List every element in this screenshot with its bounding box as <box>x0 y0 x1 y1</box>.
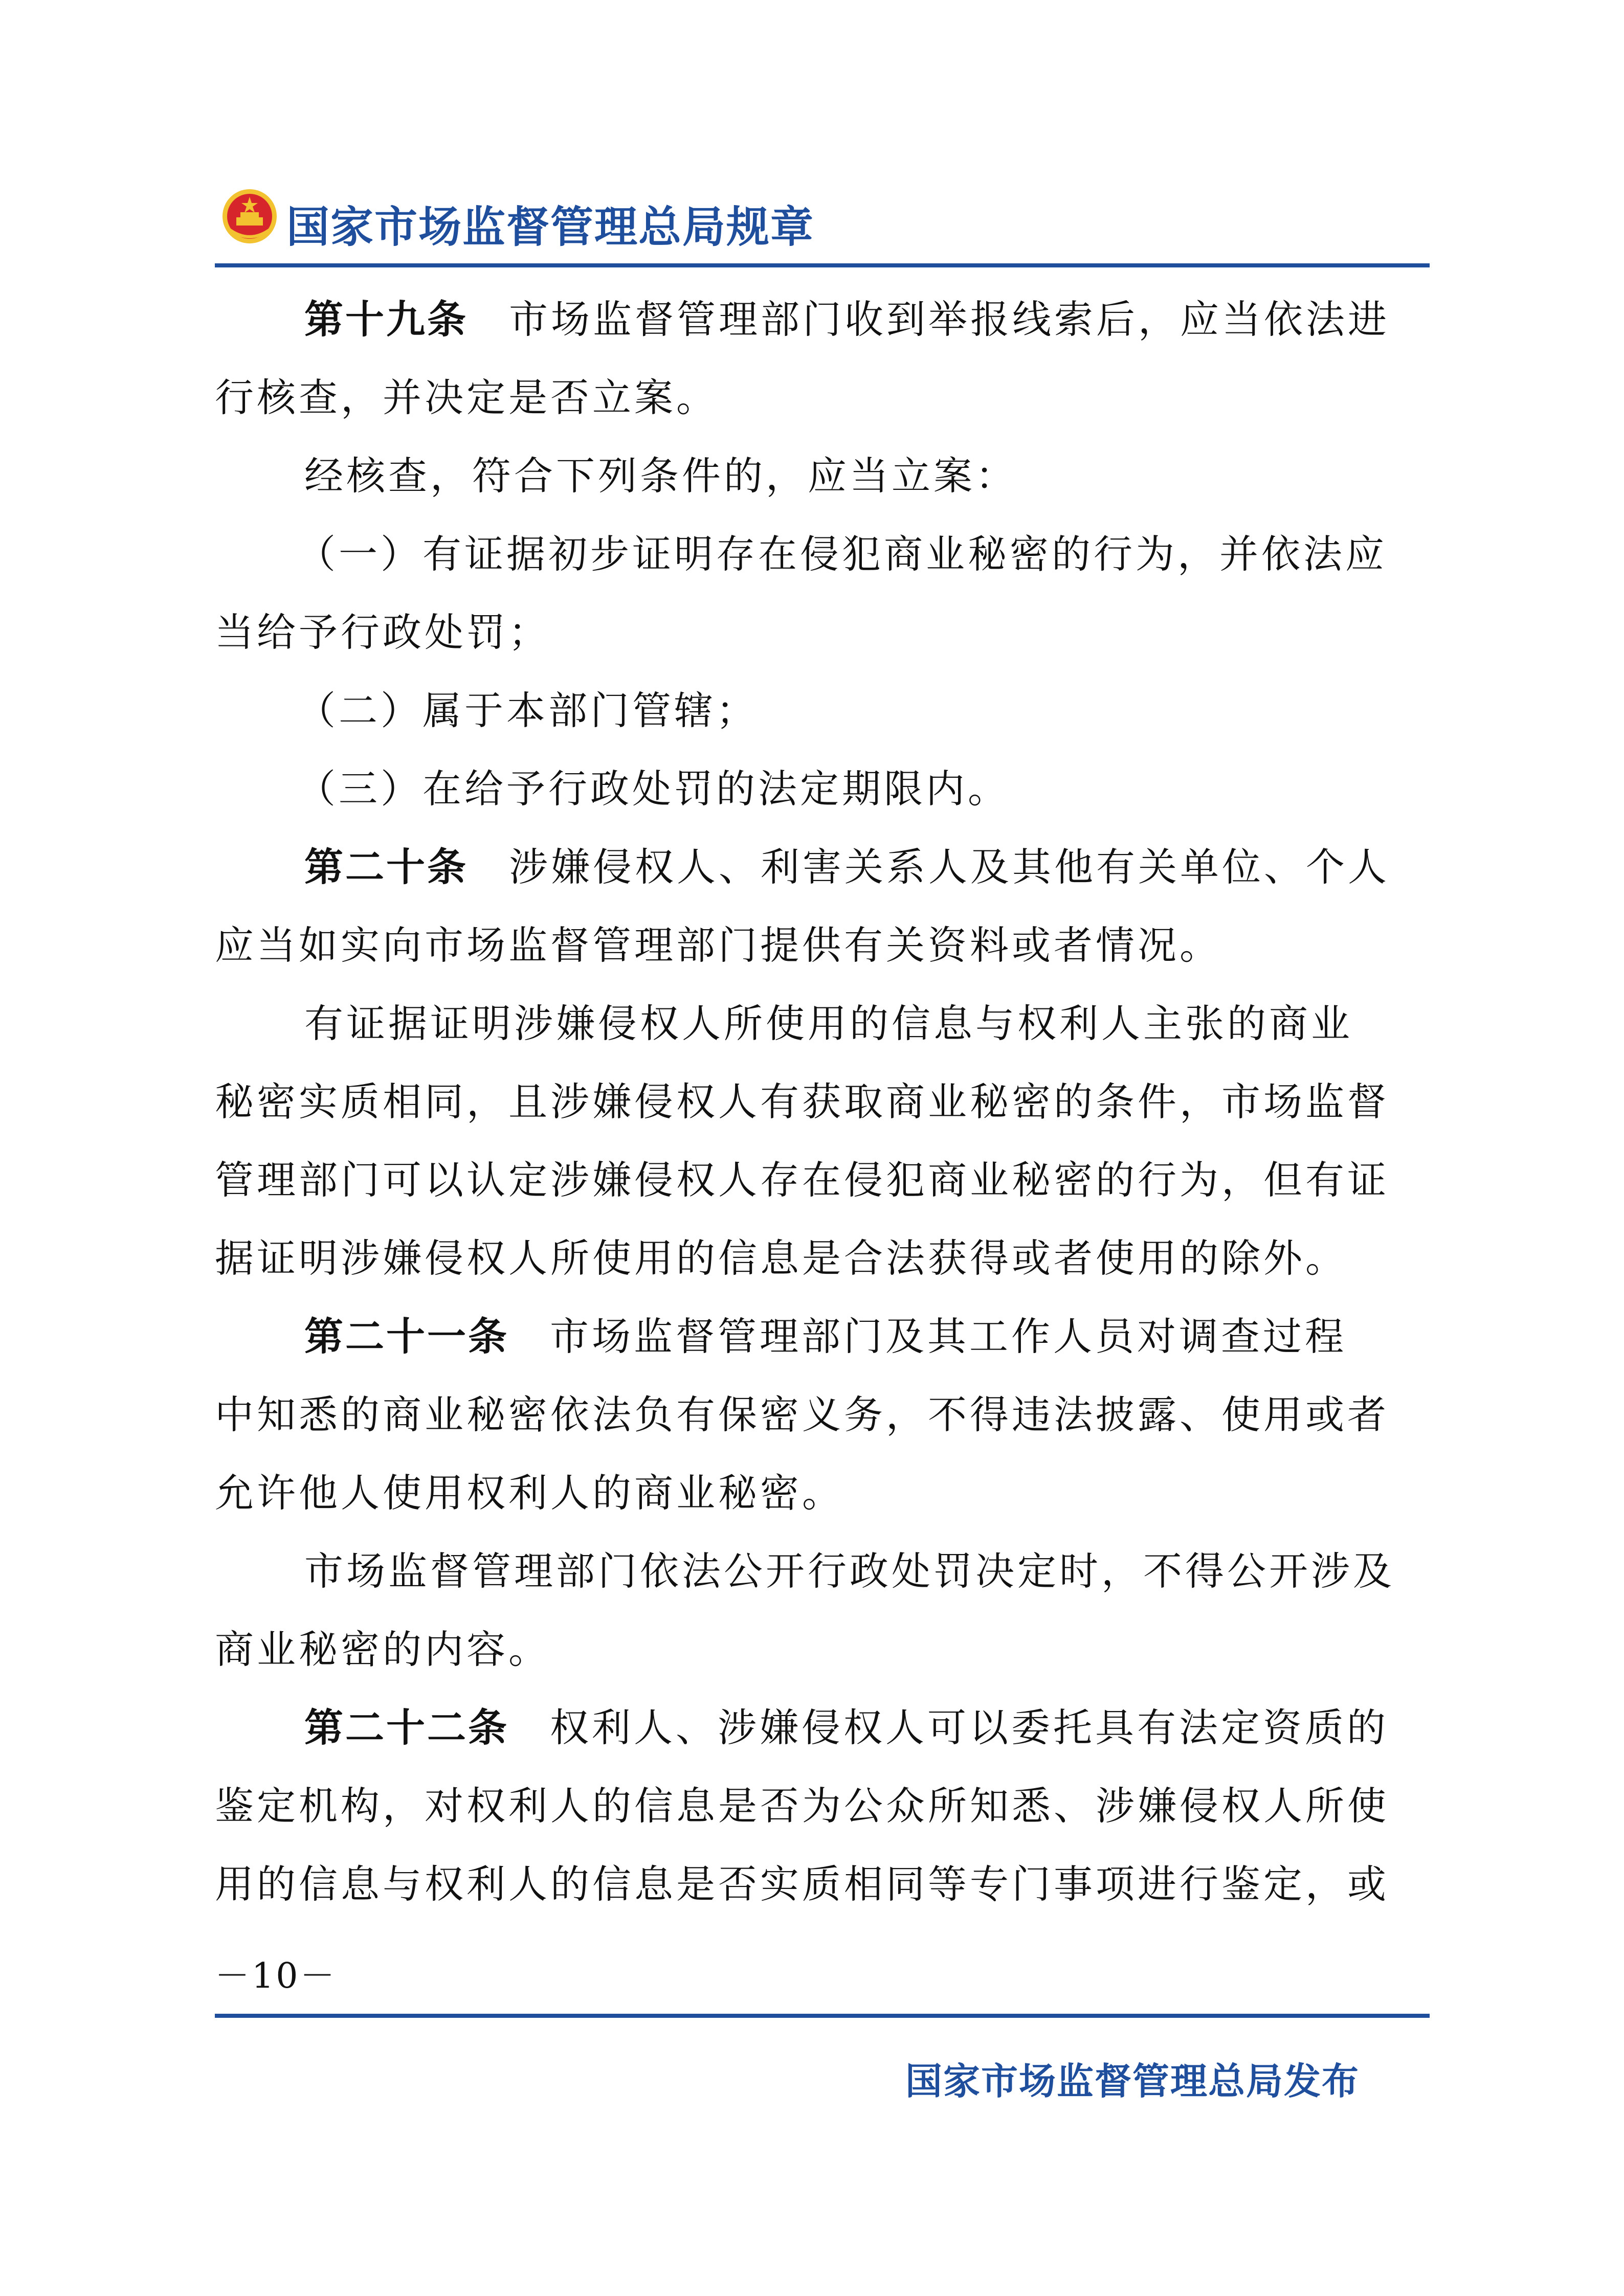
paragraph-line: 行核查，并决定是否立案。 <box>215 375 718 420</box>
article-number: 第十九条 <box>304 297 468 342</box>
paragraph-line: 秘密实质相同，且涉嫌侵权人有获取商业秘密的条件，市场监督 <box>215 1079 1389 1124</box>
paragraph-line: 经核查，符合下列条件的，应当立案： <box>304 453 1017 499</box>
paragraph-line: 第二十二条 权利人、涉嫌侵权人可以委托具有法定资质的 <box>304 1705 1389 1750</box>
paragraph-line: （二）属于本部门管辖； <box>297 688 758 733</box>
paragraph-line: 管理部门可以认定涉嫌侵权人存在侵犯商业秘密的行为，但有证 <box>215 1157 1389 1203</box>
article-number: 第二十二条 <box>304 1705 509 1750</box>
header-title: 国家市场监督管理总局规章 <box>286 202 815 252</box>
paragraph-line: 商业秘密的内容。 <box>215 1627 550 1672</box>
paragraph-line: 第二十条 涉嫌侵权人、利害关系人及其他有关单位、个人 <box>304 844 1390 890</box>
paragraph-line: 用的信息与权利人的信息是否实质相同等专门事项进行鉴定，或 <box>215 1861 1389 1907</box>
article-number: 第二十一条 <box>304 1314 509 1359</box>
footer-publisher: 国家市场监督管理总局发布 <box>905 2060 1360 2103</box>
paragraph-line: 允许他人使用权利人的商业秘密。 <box>215 1470 844 1516</box>
page-number: －10－ <box>215 1956 337 1996</box>
paragraph-line: 当给予行政处罚； <box>215 610 550 655</box>
footer-divider <box>215 2014 1430 2018</box>
paragraph-line: 第二十一条 市场监督管理部门及其工作人员对调查过程 <box>304 1314 1347 1359</box>
paragraph-line: （三）在给予行政处罚的法定期限内。 <box>297 766 1010 812</box>
paragraph-line: 市场监督管理部门依法公开行政处罚决定时，不得公开涉及 <box>304 1548 1395 1594</box>
document-body <box>215 280 1430 1923</box>
article-number: 第二十条 <box>304 844 468 890</box>
national-emblem-icon <box>221 188 278 245</box>
paragraph-line: 鉴定机构，对权利人的信息是否为公众所知悉、涉嫌侵权人所使 <box>215 1783 1389 1829</box>
paragraph-line: 第十九条 市场监督管理部门收到举报线索后，应当依法进 <box>304 297 1390 342</box>
paragraph-line: 应当如实向市场监督管理部门提供有关资料或者情况。 <box>215 922 1221 968</box>
page-header <box>215 182 1430 253</box>
header-divider <box>215 263 1430 267</box>
paragraph-line: （一）有证据初步证明存在侵犯商业秘密的行为，并依法应 <box>297 531 1387 577</box>
paragraph-line: 据证明涉嫌侵权人所使用的信息是合法获得或者使用的除外。 <box>215 1235 1347 1281</box>
paragraph-line: 有证据证明涉嫌侵权人所使用的信息与权利人主张的商业 <box>304 1001 1353 1046</box>
paragraph-line: 中知悉的商业秘密依法负有保密义务，不得违法披露、使用或者 <box>215 1392 1389 1437</box>
